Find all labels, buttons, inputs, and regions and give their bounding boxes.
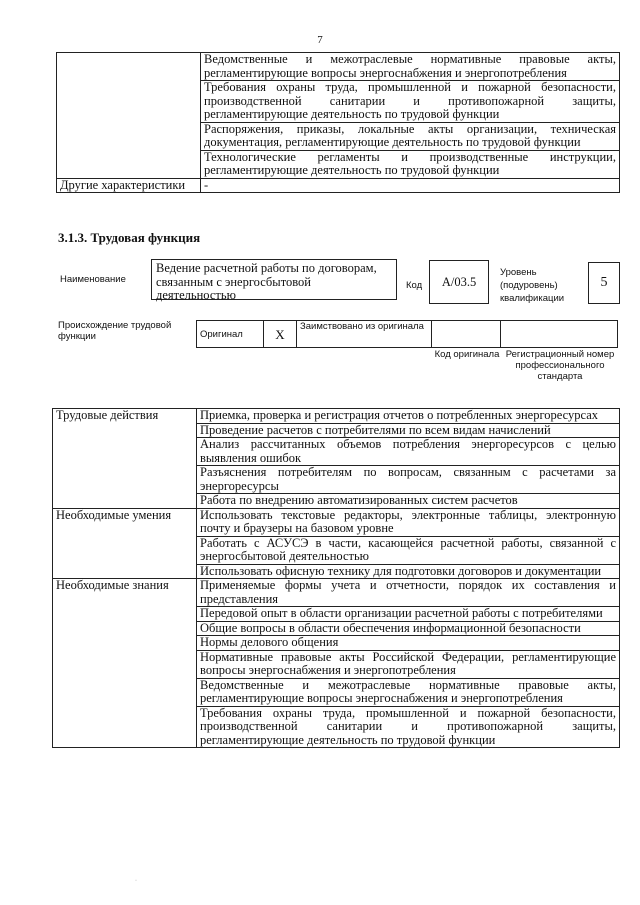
knowledge-row: Технологические регламенты и производственные инструкции, регламентирующие деятельность по трудовой функции: [201, 150, 620, 178]
code-label: Код: [406, 280, 423, 291]
original-code-cell: [432, 321, 501, 348]
origin-label: Происхождение трудовой функции: [58, 320, 172, 342]
table-row: Проведение расчетов с потребителями по всем видам начислений: [197, 423, 620, 438]
table-row: Нормы делового общения: [197, 636, 620, 651]
empty-category-cell: [57, 53, 201, 179]
table-row: Разъяснения потребителям по вопросам, связанным с расчетами за энергоресурсы: [197, 466, 620, 494]
table-row: Приемка, проверка и регистрация отчетов о потребленных энергоресурсах: [197, 409, 620, 424]
function-code-box: A/03.5: [429, 260, 489, 304]
origin-table: [196, 320, 618, 348]
borrowed-label: Заимствовано из оригинала: [297, 321, 432, 348]
page-number: 7: [317, 34, 323, 46]
original-code-caption: Код оригинала: [434, 349, 500, 360]
table-row: Работа по внедрению автоматизированных систем расчетов: [197, 494, 620, 509]
table-row: Анализ рассчитанных объемов потребления энергоресурсов с целью выявления ошибок: [197, 438, 620, 466]
table-row: Требования охраны труда, промышленной и пожарной безопасности, производственной санитарии и противопожарной защиты, регламентирующие деятельность по трудовой функции: [197, 706, 620, 748]
labor-function-table: [52, 408, 620, 748]
original-label: Оригинал: [197, 321, 264, 348]
table-row: Ведомственные и межотраслевые нормативные правовые акты, регламентирующие вопросы энергоснабжения и энергопотребления: [197, 678, 620, 706]
section-title: 3.1.3. Трудовая функция: [58, 230, 201, 245]
table-row: Нормативные правовые акты Российской Федерации, регламентирующие вопросы энергоснабжения и энергопотребления: [197, 650, 620, 678]
other-characteristics-value: -: [201, 178, 620, 193]
scan-mark: ·: [135, 878, 137, 884]
category-required-knowledge: Необходимые знания: [53, 579, 197, 748]
table-row: Общие вопросы в области обеспечения информационной безопасности: [197, 621, 620, 636]
other-characteristics-label: Другие характеристики: [57, 178, 201, 193]
table-row: Использовать офисную технику для подготовки договоров и документации: [197, 564, 620, 579]
function-name-box: Ведение расчетной работы по договорам, связанным с энергосбытовой деятельностью: [151, 259, 397, 300]
category-labor-actions: Трудовые действия: [53, 409, 197, 509]
table-row: Применяемые формы учета и отчетности, порядок их составления и представления: [197, 579, 620, 607]
level-box: 5: [588, 262, 620, 304]
registration-number-cell: [501, 321, 618, 348]
table-row: Работать с АСУСЭ в части, касающейся расчетной работы, связанной с энергосбытовой деятельностью: [197, 536, 620, 564]
top-continuation-table: [56, 52, 620, 193]
registration-number-caption: Регистрационный номер профессионального стандарта: [505, 349, 615, 382]
level-label: Уровень (подуровень) квалификации: [500, 267, 565, 304]
name-label: Наименование: [60, 274, 126, 285]
knowledge-row: Требования охраны труда, промышленной и пожарной безопасности, производственной санитарии и противопожарной защиты, регламентирующие деятельность по трудовой функции: [201, 81, 620, 123]
table-row: Использовать текстовые редакторы, электронные таблицы, электронную почту и браузеры на базовом уровне: [197, 508, 620, 536]
table-row: Передовой опыт в области организации расчетной работы с потребителями: [197, 607, 620, 622]
knowledge-row: Распоряжения, приказы, локальные акты организации, техническая документация, регламентирующие деятельность по трудовой функции: [201, 122, 620, 150]
category-required-skills: Необходимые умения: [53, 508, 197, 579]
original-mark: X: [264, 321, 297, 348]
knowledge-row: Ведомственные и межотраслевые нормативные правовые акты, регламентирующие вопросы энергоснабжения и энергопотребления: [201, 53, 620, 81]
